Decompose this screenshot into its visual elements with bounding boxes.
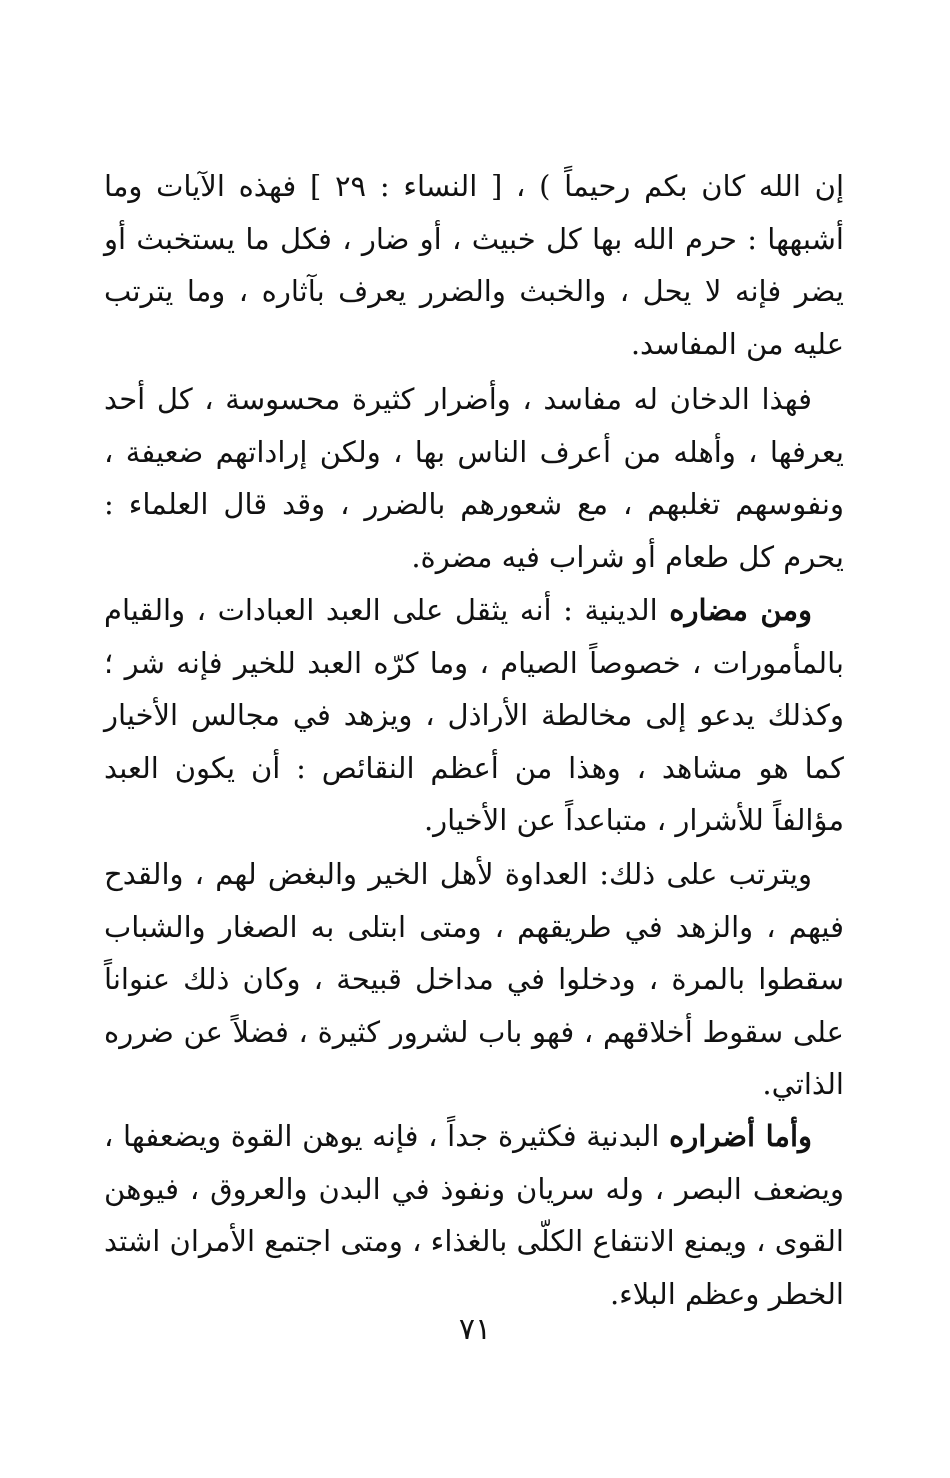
paragraph-2-text: فهذا الدخان له مفاسد ، وأضرار كثيرة محسوسة ، كل أحد يعرفها ، وأهله من أعرف الناس بها ، ولكن إراداتهم ضعيفة ، ونفوسهم تغلبهم ، مع شعورهم بالضرر ، وقد قال العلماء : يحرم كل طعام أو شراب فيه مضرة. — [104, 382, 844, 574]
paragraph-2 — [104, 373, 844, 583]
paragraph-5-body — [104, 1110, 844, 1320]
paragraph-1 — [104, 160, 844, 370]
paragraph-1-text: إن الله كان بكم رحيماً ) ، [ النساء : ٢٩ ] فهذه الآيات وما أشبهها : حرم الله بها كل خبيث ، أو ضار ، فكل ما يستخبث أو يضر فإنه لا يحل ، والخبث والضرر يعرف بآثاره ، وما يترتب عليه من المفاسد. — [104, 169, 844, 361]
paragraph-4-text: ويترتب على ذلك: العداوة لأهل الخير والبغض لهم ، والقدح فيهم ، والزهد في طريقهم ، ومتى ابتلى به الصغار والشباب سقطوا بالمرة ، ودخلوا في مداخل قبيحة ، وكان ذلك عنواناً على سقوط أخلاقهم ، فهو باب لشرور كثيرة ، فضلاً عن ضرره الذاتي. — [104, 857, 844, 1101]
page-number: ٧١ — [458, 1312, 492, 1347]
paragraph-5 — [104, 1110, 844, 1320]
paragraph-3-text: الدينية : أنه يثقل على العبد العبادات ، والقيام بالمأمورات ، خصوصاً الصيام ، وما كرّه العبد للخير فإنه شر ؛ وكذلك يدعو إلى مخالطة الأراذل ، ويزهد في مجالس الأخيار كما هو مشاهد ، وهذا من أعظم النقائص : أن يكون العبد مؤالفاً للأشرار ، متباعداً عن الأخيار. — [104, 593, 844, 837]
paragraph-3-lead: ومن مضاره — [669, 593, 813, 627]
paragraph-5-lead: وأما أضراره — [669, 1119, 812, 1153]
paragraph-3 — [104, 584, 844, 847]
paragraph-5-text: البدنية فكثيرة جداً ، فإنه يوهن القوة ويضعفها ، ويضعف البصر ، وله سريان ونفوذ في البدن والعروق ، فيوهن القوى ، ويمنع الانتفاع الكلّى بالغذاء ، ومتى اجتمع الأمران اشتد الخطر وعظم البلاء. — [104, 1119, 844, 1311]
paragraph-3-body — [104, 584, 844, 847]
paragraph-4 — [104, 848, 844, 1111]
